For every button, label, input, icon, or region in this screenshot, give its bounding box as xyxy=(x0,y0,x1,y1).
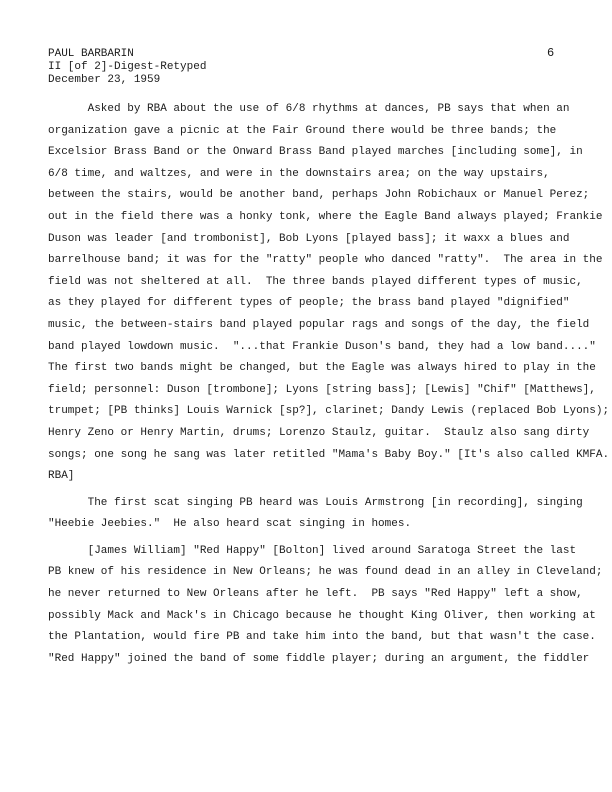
text-line: as they played for different types of people; the brass band played "dignified" xyxy=(48,297,570,310)
text-line: between the stairs, would be another band, perhaps John Robichaux or Manuel Perez; xyxy=(48,189,590,202)
header-reel: II [of 2]-Digest-Retyped xyxy=(48,61,207,73)
text-line: The first two bands might be changed, but the Eagle was always hired to play in the xyxy=(48,362,596,375)
text-line: he never returned to New Orleans after he left. PB says "Red Happy" left a show, xyxy=(48,588,583,601)
text-line: "Red Happy" joined the band of some fiddle player; during an argument, the fiddler xyxy=(48,652,590,665)
text-line: The first scat singing PB heard was Louis Armstrong [in recording], singing xyxy=(48,496,583,509)
paragraph xyxy=(48,99,610,488)
text-line: RBA] xyxy=(48,470,75,483)
paragraph xyxy=(48,541,603,671)
text-line: Henry Zeno or Henry Martin, drums; Lorenzo Staulz, guitar. Staulz also sang dirty xyxy=(48,426,590,439)
page-number: 6 xyxy=(547,46,555,60)
text-line: field was not sheltered at all. The three bands played different types of music, xyxy=(48,275,583,288)
header-date: December 23, 1959 xyxy=(48,74,161,86)
text-line: organization gave a picnic at the Fair Ground there would be three bands; the xyxy=(48,124,557,137)
text-line: trumpet; [PB thinks] Louis Warnick [sp?], clarinet; Dandy Lewis (replaced Bob Lyons); xyxy=(48,405,610,418)
paragraph xyxy=(48,493,588,536)
text-line: Asked by RBA about the use of 6/8 rhythms at dances, PB says that when an xyxy=(48,103,570,115)
text-line: music, the between-stairs band played popular rags and songs of the day, the field xyxy=(48,318,590,331)
text-line: songs; one song he sang was later retitled "Mama's Baby Boy." [It's also called KMFA. xyxy=(48,448,610,461)
text-line: "Heebie Jeebies." He also heard scat singing in homes. xyxy=(48,518,412,531)
document-body xyxy=(48,99,610,670)
text-line: [James William] "Red Happy" [Bolton] lived around Saratoga Street the last xyxy=(48,544,577,557)
text-line: band played lowdown music. "...that Frankie Duson's band, they had a low band...." xyxy=(48,340,596,353)
text-line: 6/8 time, and waltzes, and were in the downstairs area; on the way upstairs, xyxy=(48,167,550,180)
text-line: Duson was leader [and trombonist], Bob Lyons [played bass]; it waxx a blues and xyxy=(48,232,570,245)
text-line: field; personnel: Duson [trombone]; Lyons [string bass]; [Lewis] "Chif" [Matthews], xyxy=(48,383,596,396)
text-line: barrelhouse band; it was for the "ratty" people who danced "ratty". The area in the xyxy=(48,254,603,267)
text-line: possibly Mack and Mack's in Chicago because he thought King Oliver, then working at xyxy=(48,609,596,622)
text-line: Excelsior Brass Band or the Onward Brass Band played marches [including some], in xyxy=(48,146,583,159)
document-header xyxy=(48,48,206,87)
text-line: the Plantation, would fire PB and take him into the band, but that wasn't the case. xyxy=(48,631,596,644)
header-name: PAUL BARBARIN xyxy=(48,48,134,60)
text-line: PB knew of his residence in New Orleans; he was found dead in an alley in Cleveland; xyxy=(48,566,603,579)
text-line: out in the field there was a honky tonk, where the Eagle Band always played; Frankie xyxy=(48,210,603,223)
